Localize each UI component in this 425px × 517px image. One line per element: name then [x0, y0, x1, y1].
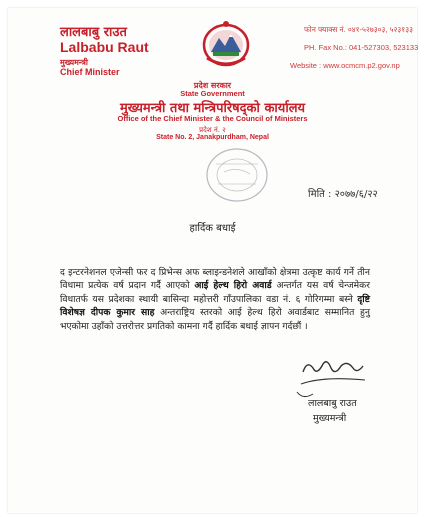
letter-body: [60, 266, 370, 333]
letter-page: [8, 8, 417, 513]
body-intro: द इन्टरनेशनल एजेन्सी फर द प्रिभेन्स अफ ब्लाइन्डनेशले आखाँको क्षेत्रमा उत्कृष्ट कार्य गर्ने तीन विधामा प्रत्येक वर्ष प्रदान गर्दै आएको: [60, 267, 370, 292]
chief-minister-name-nepali: लालबाबु राउत: [60, 25, 127, 40]
signatory-name: लालबाबु राउत: [308, 398, 357, 409]
state-government-nepali: प्रदेश सरकार: [193, 81, 232, 90]
office-stamp-icon: [202, 144, 272, 206]
office-name-nepali: मुख्यमन्त्री तथा मन्त्रिपरिषद्को कार्यालय: [119, 101, 306, 116]
body-middle: अन्तर्गत यस वर्ष चेन्जमेकर विधातर्फ यस प्रदेशका स्थायी बासिन्दा महोत्तरी गाँउपालिका वडा नं. ६ गोरिगम्मा बस्ने: [60, 280, 370, 305]
chief-minister-name-english: Lalbabu Raut: [60, 39, 149, 55]
letter-subject: हार्दिक बधाई: [189, 223, 236, 234]
state-number-nepali: प्रदेश नं. २: [199, 126, 226, 134]
signatory-designation: मुख्यमन्त्री: [313, 413, 347, 424]
letter-date: मिति : २०७७/६/२२: [308, 189, 378, 200]
office-name-english: Office of the Chief Minister & the Council of Ministers: [117, 114, 308, 123]
state-address-english: State No. 2, Janakpurdham, Nepal: [156, 134, 269, 141]
state-government-english: State Government: [180, 89, 245, 98]
phone-nepali: फोन फ्याक्स नं. ०४१-५२७३०३, ५२३१३३: [304, 25, 413, 34]
phone-fax-english: PH. Fax No.: 041-527303, 523133: [304, 43, 419, 52]
handwritten-signature-icon: [293, 354, 373, 402]
nepal-emblem-icon: [201, 18, 251, 68]
recipient-name: दृष्टि विशेषज्ञ दीपक कुमार साह: [60, 293, 370, 319]
designation-english: Chief Minister: [60, 67, 120, 77]
website-link[interactable]: Website : www.ocmcm.p2.gov.np: [290, 61, 400, 70]
award-name: आई हेल्थ हिरो अवार्ड: [194, 280, 272, 292]
body-end: अन्तराष्ट्रिय स्तरको आई हेल्थ हिरो अवार्डबाट सम्मानित हुनु भएकोमा उहाँको उत्तरोत्तर प्रगतिको कामना गर्दै हार्दिक बधाई ज्ञापन गर्दछौं ।: [60, 307, 370, 332]
designation-nepali: मुख्यमन्त्री: [60, 58, 88, 67]
